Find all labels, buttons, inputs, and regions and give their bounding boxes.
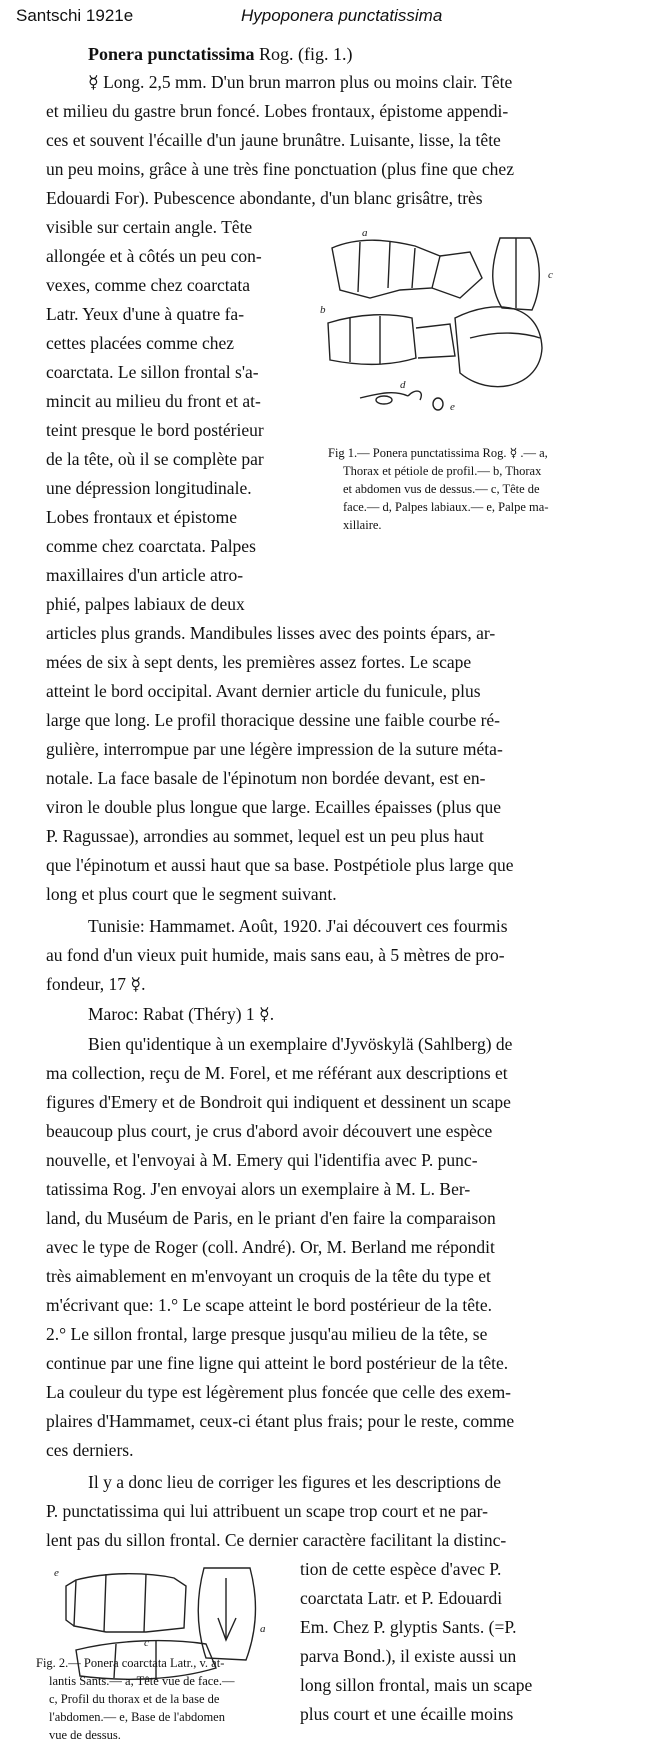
text-line: et milieu du gastre brun foncé. Lobes frontaux, épistome appendi- xyxy=(46,101,509,121)
text-line: Em. Chez P. glyptis Sants. (=P. xyxy=(300,1617,517,1637)
text-line: tatissima Rog. J'en envoyai alors un exemplaire à M. L. Ber- xyxy=(46,1179,471,1199)
figure-2-label-c: c xyxy=(144,1637,149,1649)
figure-1-label-d: d xyxy=(400,379,406,391)
caption-line: Fig 1.— Ponera punctatissima Rog. ☿ .— a, xyxy=(328,446,548,460)
text-line: Il y a donc lieu de corriger les figures et les descriptions de xyxy=(88,1472,502,1492)
text-line: maxillaires d'un article atro- xyxy=(46,565,244,585)
text-line: ☿ Long. 2,5 mm. D'un brun marron plus ou moins clair. Tête xyxy=(88,72,513,92)
text-line: figures d'Emery et de Bondroit qui indiquent et dessinent un scape xyxy=(46,1092,511,1112)
text-line: allongée et à côtés un peu con- xyxy=(46,246,262,266)
text-line: nouvelle, et l'envoyai à M. Emery qui l'identifia avec P. punc- xyxy=(46,1150,478,1170)
text-line: m'écrivant que: 1.° Le scape atteint le bord postérieur de la tête. xyxy=(46,1295,493,1315)
text-line: cettes placées comme chez xyxy=(46,333,235,353)
figure-1-label-c: c xyxy=(548,269,553,281)
text-line: ces derniers. xyxy=(46,1440,134,1460)
figure-1-drawing xyxy=(320,228,620,440)
text-line: avec le type de Roger (coll. André). Or, M. Berland me répondit xyxy=(46,1237,495,1257)
text-line: très aimablement en m'envoyant un croquis de la tête du type et xyxy=(46,1266,491,1286)
title-rest: Rog. (fig. 1.) xyxy=(254,44,353,64)
caption-line: Fig. 2.— Ponera coarctata Latr., v. at- xyxy=(36,1656,225,1670)
text-line: beaucoup plus court, je crus d'abord avoir découvert une espèce xyxy=(46,1121,493,1141)
text-line: land, du Muséum de Paris, en le priant d'en faire la comparaison xyxy=(46,1208,496,1228)
text-line: phié, palpes labiaux de deux xyxy=(46,594,245,614)
text-line: parva Bond.), il existe aussi un xyxy=(300,1646,517,1666)
text-line: continue par une fine ligne qui atteint le bord postérieur de la tête. xyxy=(46,1353,509,1373)
text-line: un peu moins, grâce à une très fine ponctuation (plus fine que chez xyxy=(46,159,514,179)
caption-line: vue de dessus. xyxy=(49,1728,121,1742)
text-line: coarctata. Le sillon frontal s'a- xyxy=(46,362,259,382)
text-line: gulière, interrompue par une légère impression de la suture méta- xyxy=(46,739,503,759)
text-line: ma collection, reçu de M. Forel, et me référant aux descriptions et xyxy=(46,1063,508,1083)
caption-line: et abdomen vus de dessus.— c, Tête de xyxy=(343,482,540,496)
text-line: Latr. Yeux d'une à quatre fa- xyxy=(46,304,245,324)
text-line: mées de six à sept dents, les premières assez fortes. Le scape xyxy=(46,652,472,672)
text-line: que l'épinotum et aussi haut que sa base. Postpétiole plus large que xyxy=(46,855,514,875)
header-author: Santschi 1921e xyxy=(16,6,134,25)
caption-line: l'abdomen.— e, Base de l'abdomen xyxy=(49,1710,225,1724)
text-line: visible sur certain angle. Tête xyxy=(46,217,253,237)
caption-line: c, Profil du thorax et de la base de xyxy=(49,1692,220,1706)
text-line: fondeur, 17 ☿. xyxy=(46,974,146,994)
text-line: plaires d'Hammamet, ceux-ci étant plus frais; pour le reste, comme xyxy=(46,1411,515,1431)
text-line: long et plus court que le segment suivant. xyxy=(46,884,337,904)
text-line: de la tête, où il se complète par xyxy=(46,449,264,469)
text-line: long sillon frontal, mais un scape xyxy=(300,1675,533,1695)
text-line: une dépression longitudinale. xyxy=(46,478,252,498)
text-line: mincit au milieu du front et at- xyxy=(46,391,261,411)
figure-1-label-e: e xyxy=(450,401,455,413)
text-line: teint presque le bord postérieur xyxy=(46,420,264,440)
figure-1-label-a: a xyxy=(362,228,368,239)
text-line: Maroc: Rabat (Théry) 1 ☿. xyxy=(88,1004,275,1024)
text-line: Bien qu'identique à un exemplaire d'Jyvöskylä (Sahlberg) de xyxy=(88,1034,513,1054)
text-line: tion de cette espèce d'avec P. xyxy=(300,1559,502,1579)
text-line: 2.° Le sillon frontal, large presque jusqu'au milieu de la tête, se xyxy=(46,1324,488,1344)
figure-1-label-b: b xyxy=(320,304,326,316)
text-line: au fond d'un vieux puit humide, mais sans eau, à 5 mètres de pro- xyxy=(46,945,505,965)
caption-line: xillaire. xyxy=(343,518,382,532)
text-line: atteint le bord occipital. Avant dernier article du funicule, plus xyxy=(46,681,481,701)
caption-line: Thorax et pétiole de profil.— b, Thorax xyxy=(343,464,542,478)
text-line: plus court et une écaille moins xyxy=(300,1704,514,1724)
figure-2-label-a: a xyxy=(260,1623,266,1635)
text-line: viron le double plus longue que large. Ecailles épaisses (plus que xyxy=(46,797,502,817)
text-line: Tunisie: Hammamet. Août, 1920. J'ai découvert ces fourmis xyxy=(88,916,508,936)
title-name: Ponera punctatissima xyxy=(88,44,255,64)
text-line: ces et souvent l'écaille d'un jaune brunâtre. Luisante, lisse, la tête xyxy=(46,130,501,150)
caption-line: face.— d, Palpes labiaux.— e, Palpe ma- xyxy=(343,500,549,514)
figure-2-label-e: e xyxy=(54,1567,59,1579)
text-line: comme chez coarctata. Palpes xyxy=(46,536,256,556)
text-line: vexes, comme chez coarctata xyxy=(46,275,251,295)
text-line: Edouardi For). Pubescence abondante, d'un blanc grisâtre, très xyxy=(46,188,483,208)
text-line: articles plus grands. Mandibules lisses avec des points épars, ar- xyxy=(46,623,496,643)
text-line: coarctata Latr. et P. Edouardi xyxy=(300,1588,503,1608)
caption-line: lantis Sants.— a, Tête vue de face.— xyxy=(49,1674,235,1688)
text-line: lent pas du sillon frontal. Ce dernier caractère facilitant la distinc- xyxy=(46,1530,507,1550)
header-species: Hypoponera punctatissima xyxy=(241,6,443,25)
text-line: Lobes frontaux et épistome xyxy=(46,507,237,527)
text-line: P. Ragussae), arrondies au sommet, lequel est un peu plus haut xyxy=(46,826,484,846)
page-header xyxy=(16,6,443,26)
text-line: La couleur du type est légèrement plus foncée que celle des exem- xyxy=(46,1382,512,1402)
text-line: large que long. Le profil thoracique dessine une faible courbe ré- xyxy=(46,710,501,730)
species-title xyxy=(88,44,353,65)
text-line: P. punctatissima qui lui attribuent un scape trop court et ne par- xyxy=(46,1501,488,1521)
text-line: notale. La face basale de l'épinotum non bordée devant, est en- xyxy=(46,768,486,788)
